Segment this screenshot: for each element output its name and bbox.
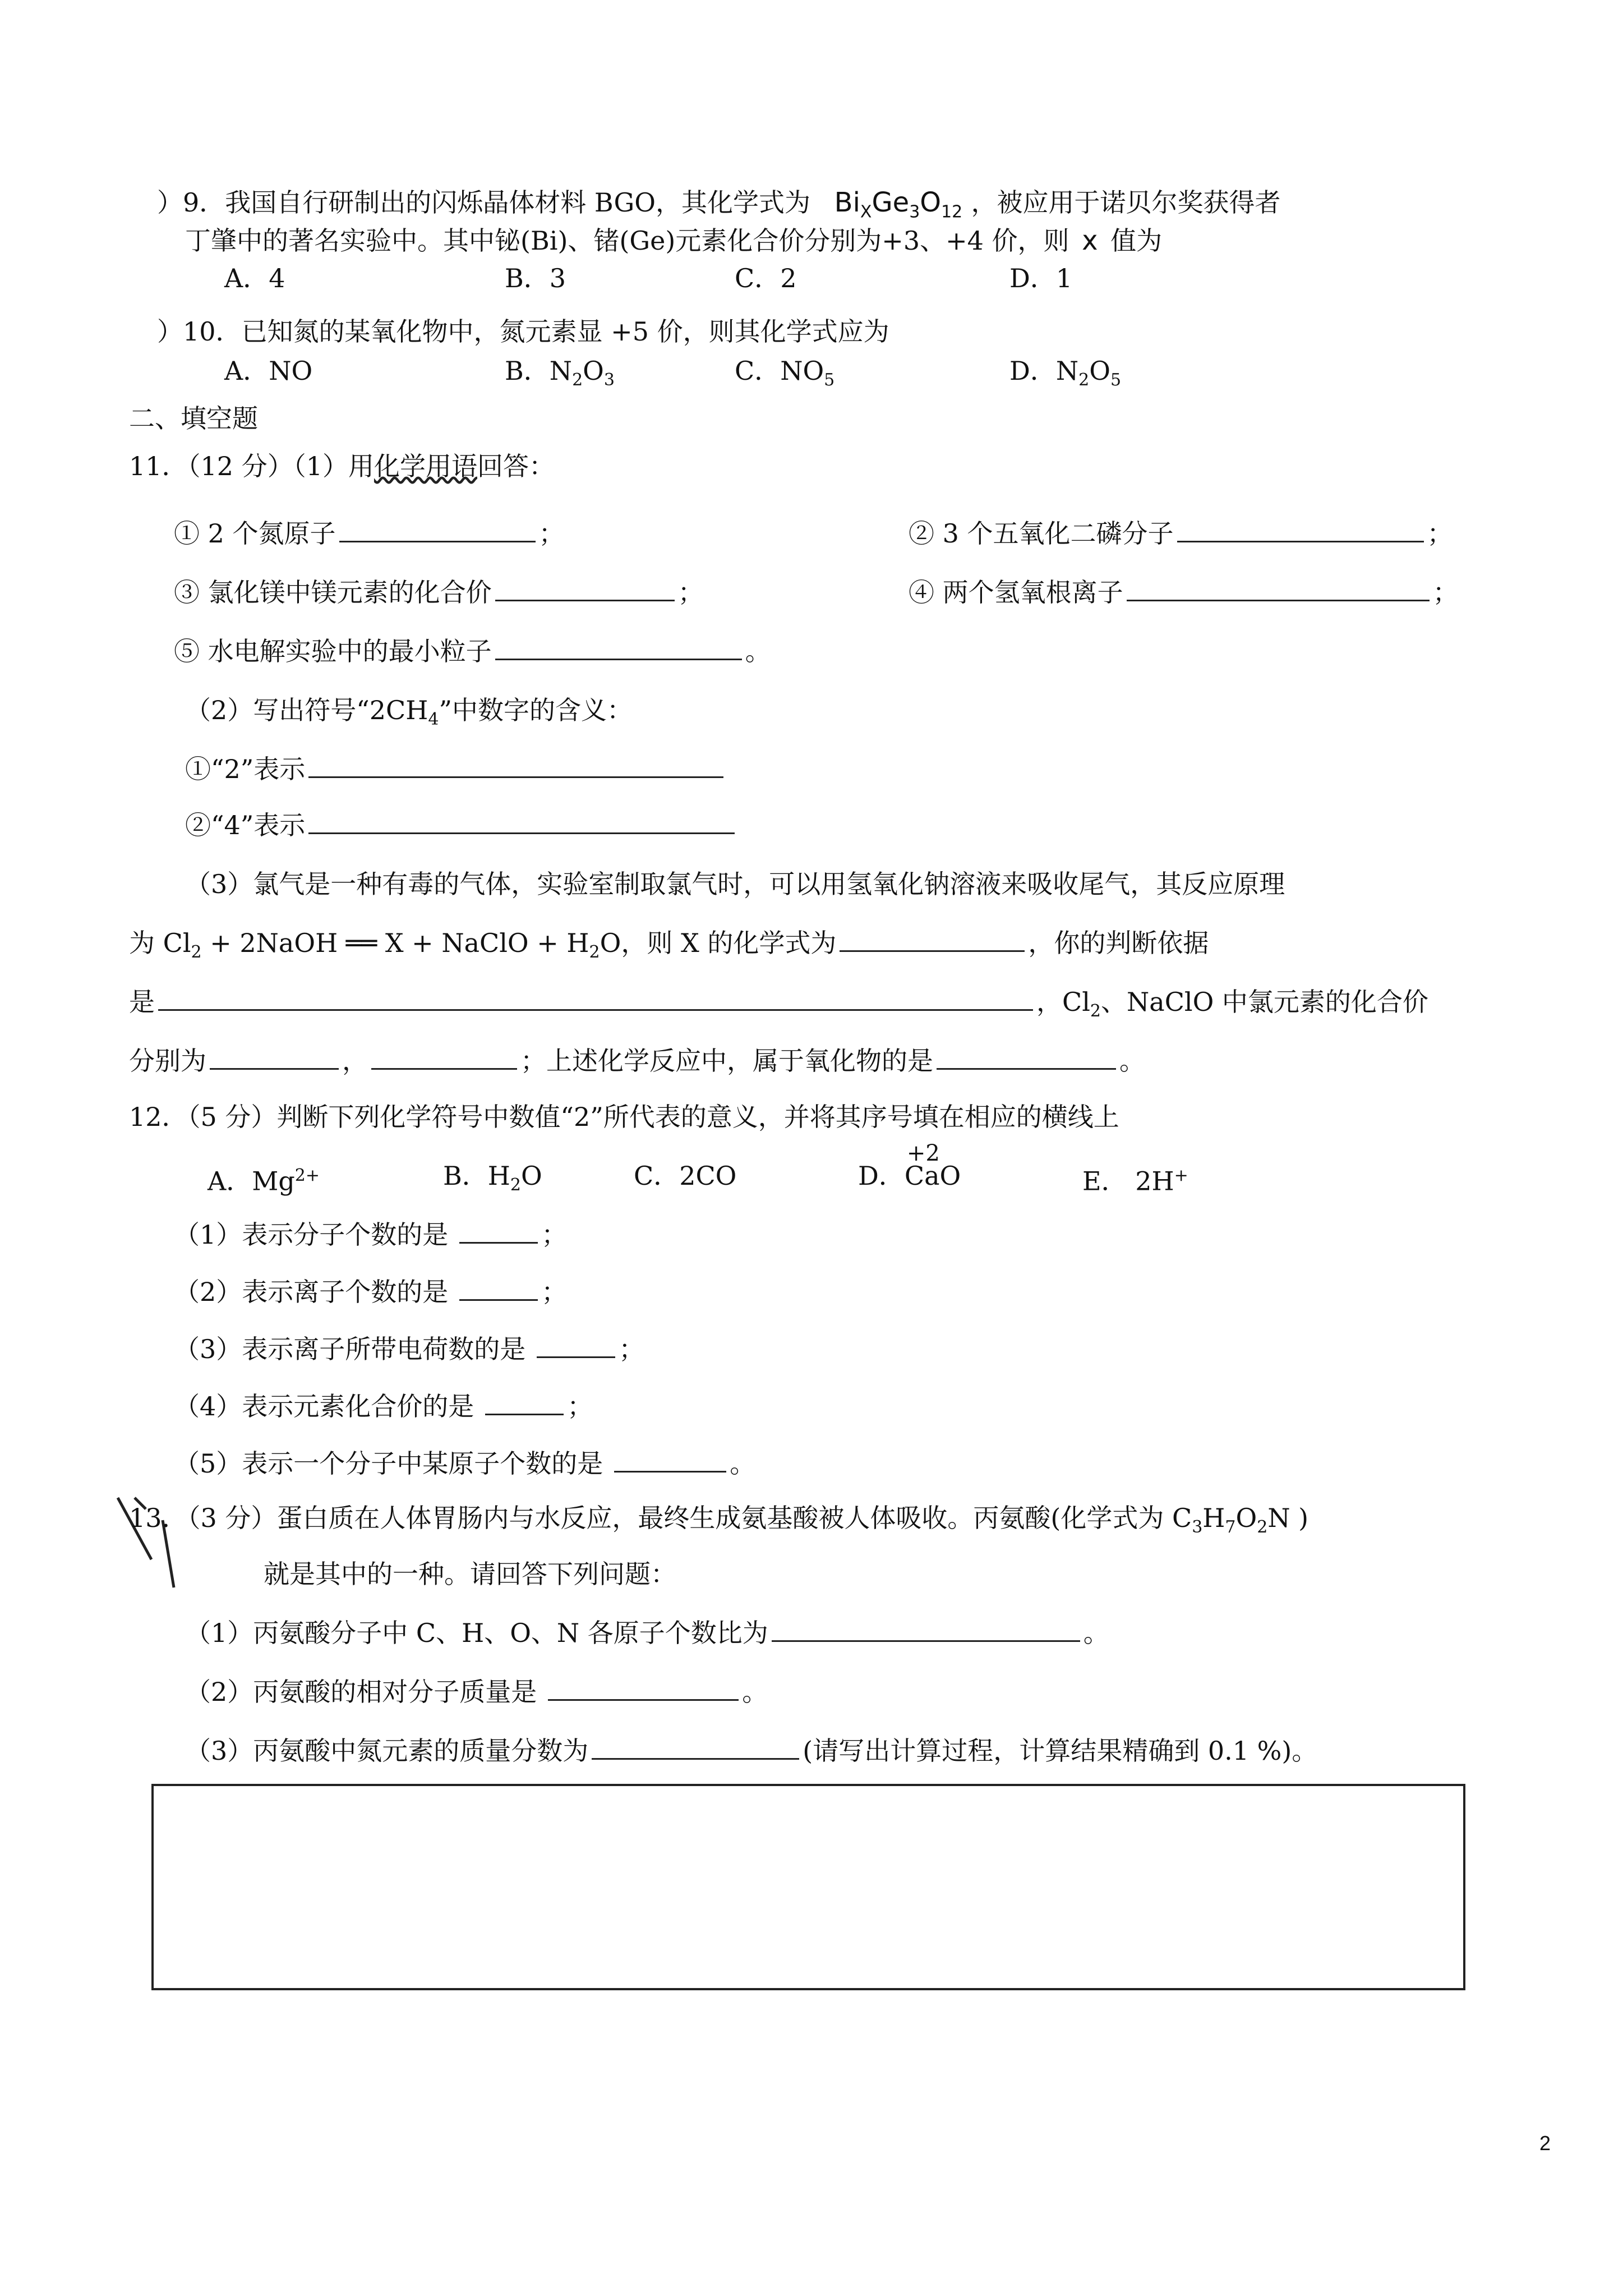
q11-item5-period: 。	[745, 636, 771, 666]
q11-part2-b-label: ②“4”表示	[185, 810, 306, 840]
q12-item1-blank[interactable]	[459, 1217, 538, 1244]
q12-option-a	[208, 1158, 320, 1198]
q11-part3-line2	[129, 926, 1209, 970]
q11-p3l2-s2: 2	[589, 942, 600, 963]
q12-e-sup: +	[1174, 1166, 1188, 1185]
q11-valence1-blank[interactable]	[210, 1043, 339, 1070]
q11-part3-line1: （3）氯气是一种有毒的气体，实验室制取氯气时，可以用氢氧化钠溶液来吸收尾气，其反应原理	[185, 869, 1285, 899]
q9-line2-end: 值为	[1110, 226, 1163, 256]
q10-b-pre: B．N	[505, 356, 573, 386]
q12-b-pre: B．H	[443, 1161, 510, 1191]
q13-item1-label: （1）丙氨酸分子中 C、H、O、N 各原子个数比为	[185, 1618, 768, 1648]
q11-p3l3-c: 、NaClO 中氯元素的化合价	[1101, 987, 1428, 1017]
q12-d-pre: D．	[858, 1161, 905, 1191]
q11-item2	[909, 516, 1453, 551]
q11-part2-a-blank[interactable]	[308, 752, 723, 778]
q10-option-a: A．NO	[224, 356, 313, 386]
q12-item5-blank[interactable]	[614, 1446, 726, 1473]
q11-item1-label: ① 2 个氮原子	[174, 518, 336, 549]
q13-item3	[185, 1733, 1317, 1768]
q11-title-underlined: 化学用语	[374, 451, 477, 481]
q10-d-mid: O	[1089, 356, 1110, 386]
q11-item2-label: ② 3 个五氧化二磷分子	[909, 518, 1174, 549]
q12-item1	[174, 1217, 567, 1252]
q13-h: H	[1202, 1503, 1225, 1533]
q13-item2	[185, 1674, 768, 1709]
q13-item2-blank[interactable]	[548, 1674, 739, 1701]
q12-item3-blank[interactable]	[537, 1332, 615, 1358]
q13-item2-label: （2）丙氨酸的相对分子质量是	[185, 1677, 537, 1707]
q12-item3-semi: ；	[619, 1334, 645, 1364]
q11-p3l4-c: ；上述化学反应中，属于氧化物的是	[520, 1046, 933, 1076]
q13-item3-post: (请写出计算过程，计算结果精确到 0.1 %)。	[803, 1736, 1318, 1766]
q11-item4	[909, 575, 1459, 610]
q11-item1	[174, 516, 565, 551]
q9-formula-ge: Ge	[872, 187, 910, 218]
q9-formula-bi: Bi	[834, 187, 860, 218]
q11-p3l2-d: ，你的判断依据	[1028, 928, 1209, 958]
q11-part2-sub: 4	[428, 710, 439, 730]
answer-box[interactable]	[151, 1784, 1465, 1990]
q11-p3l4-b: ，	[342, 1046, 368, 1076]
q11-p3l2-c: O，则 X 的化学式为	[600, 928, 837, 958]
q11-item4-blank[interactable]	[1127, 575, 1430, 601]
q12-item4-semi: ；	[567, 1391, 593, 1421]
q10-c-s1: 5	[824, 370, 835, 390]
q11-title-post: 回答：	[477, 451, 555, 481]
q12-item1-semi: ；	[541, 1220, 568, 1250]
q11-item4-label: ④ 两个氢氧根离子	[909, 577, 1123, 608]
q9-option-b: B．3	[505, 263, 566, 293]
q13-n: N )	[1267, 1503, 1309, 1533]
q12-d-formula	[904, 1140, 961, 1193]
q12-b-sub: 2	[510, 1175, 522, 1195]
q13-item3-label: （3）丙氨酸中氮元素的质量分数为	[185, 1736, 589, 1766]
q12-item2-label: （2）表示离子个数的是	[174, 1277, 449, 1307]
q11-p3l2-b: + 2NaOH ══ X + NaClO + H	[201, 928, 589, 958]
q11-item1-semi: ；	[538, 518, 565, 549]
q12-item4-label: （4）表示元素化合价的是	[174, 1391, 474, 1421]
q9-formula-x: X	[860, 202, 872, 222]
q11-part2-post: ”中数字的含义：	[439, 695, 633, 725]
q11-item3-semi: ；	[677, 577, 704, 608]
q9-option-a: A．4	[224, 263, 285, 293]
q10-d-pre: D．N	[1009, 356, 1079, 386]
q13-item1-period: 。	[1083, 1618, 1109, 1648]
section-heading: 二、填空题	[129, 403, 258, 434]
q11-basis-blank[interactable]	[158, 984, 1033, 1011]
q13-o: O	[1235, 1503, 1257, 1533]
q9-prefix: ）9．我国自行研制出的闪烁晶体材料 BGO，其化学式为	[157, 187, 811, 218]
q12-option-e	[1082, 1158, 1188, 1198]
q13-s3: 2	[1257, 1517, 1268, 1538]
q11-p3l2-s1: 2	[191, 942, 202, 963]
q13-item3-blank[interactable]	[592, 1733, 799, 1760]
q11-item5	[174, 634, 771, 669]
q13-item1-blank[interactable]	[772, 1616, 1080, 1642]
q10-line: ）10．已知氮的某氧化物中，氮元素显 +5 价，则其化学式应为	[157, 316, 889, 347]
q12-item2-semi: ；	[541, 1277, 568, 1307]
q11-part2	[185, 693, 633, 737]
q11-item2-blank[interactable]	[1177, 516, 1424, 542]
q11-item3	[174, 575, 704, 610]
q9-line2-text: 丁肇中的著名实验中。其中铋(Bi)、锗(Ge)元素化合价分别为+3、+4 价，则	[185, 226, 1069, 256]
q13-s1: 3	[1192, 1517, 1203, 1538]
q13-title-pre: 13．（3 分）蛋白质在人体胃肠内与水反应，最终生成氨基酸被人体吸收。丙氨酸(化学式为 C	[129, 1503, 1192, 1533]
q11-part2-a-label: ①“2”表示	[185, 754, 306, 784]
page-number: 2	[1539, 2132, 1551, 2155]
q12-item5	[174, 1446, 755, 1481]
q9-formula-3: 3	[909, 202, 920, 222]
q10-b-s2: 3	[603, 370, 615, 390]
q11-item5-label: ⑤ 水电解实验中的最小粒子	[174, 636, 492, 666]
q12-item4-blank[interactable]	[485, 1389, 564, 1415]
q13-s2: 7	[1225, 1517, 1236, 1538]
q13-line2: 就是其中的一种。请回答下列问题：	[264, 1559, 676, 1589]
q13-title	[129, 1501, 1308, 1545]
q11-item5-blank[interactable]	[495, 634, 742, 660]
q12-a-sup: 2+	[294, 1166, 320, 1185]
q12-item5-label: （5）表示一个分子中某原子个数的是	[174, 1448, 603, 1479]
q11-part2-pre: （2）写出符号“2CH	[185, 695, 428, 725]
q12-option-b	[443, 1158, 542, 1203]
q12-d-valence: +2	[906, 1140, 940, 1166]
q10-option-c	[735, 353, 834, 398]
q11-part2-b	[185, 808, 738, 843]
q11-part2-b-blank[interactable]	[308, 808, 735, 834]
q12-item2	[174, 1274, 567, 1309]
q9-line2-x: x	[1082, 225, 1098, 256]
q11-title	[129, 449, 555, 484]
q11-title-pre: 11．（12 分）（1）用	[129, 451, 374, 481]
q11-item4-semi: ；	[1432, 577, 1459, 608]
q11-p3l4-a: 分别为	[129, 1046, 206, 1076]
q12-a-pre: A．Mg	[208, 1166, 295, 1197]
q13-item1	[185, 1616, 1109, 1650]
q12-title: 12．（5 分）判断下列化学符号中数值“2”所代表的意义，并将其序号填在相应的横线上	[129, 1102, 1119, 1132]
q11-valence2-blank[interactable]	[371, 1043, 517, 1070]
q9-option-d: D．1	[1009, 263, 1073, 293]
q9-line2	[185, 223, 1162, 258]
q12-item4	[174, 1389, 593, 1424]
q10-b-mid: O	[583, 356, 604, 386]
q10-d-s2: 5	[1110, 370, 1122, 390]
q11-part3-line3	[129, 984, 1428, 1029]
q11-formula-x-blank[interactable]	[840, 926, 1025, 952]
q12-item3-label: （3）表示离子所带电荷数的是	[174, 1334, 526, 1364]
q11-p3l4-d: 。	[1119, 1046, 1145, 1076]
q11-p3l3-a: 是	[129, 987, 155, 1017]
q9-option-c: C．2	[735, 263, 797, 293]
q11-item2-semi: ；	[1427, 518, 1453, 549]
q9-formula-o: O	[920, 187, 942, 218]
q10-option-d	[1009, 353, 1121, 398]
q11-p3l3-s: 2	[1090, 1001, 1101, 1022]
q12-item2-blank[interactable]	[459, 1274, 538, 1301]
q12-item5-period: 。	[730, 1448, 756, 1479]
q9-suffix: ，被应用于诺贝尔奖获得者	[971, 187, 1281, 218]
q11-part2-a	[185, 752, 727, 786]
q10-c-pre: C．NO	[735, 356, 824, 386]
q11-p3l2-a: 为 Cl	[129, 928, 191, 958]
q9-formula-12: 12	[941, 202, 963, 222]
q12-option-d	[858, 1140, 961, 1193]
q12-option-c: C．2CO	[634, 1161, 737, 1191]
q12-item1-label: （1）表示分子个数的是	[174, 1220, 449, 1250]
q11-item3-label: ③ 氯化镁中镁元素的化合价	[174, 577, 492, 608]
q10-b-s1: 2	[572, 370, 583, 390]
q12-d-main: CaO	[904, 1161, 961, 1191]
q11-oxide-blank[interactable]	[937, 1043, 1116, 1070]
q11-item3-blank[interactable]	[495, 575, 675, 601]
q13-item2-period: 。	[742, 1677, 768, 1707]
q12-e-pre: E． 2H	[1082, 1166, 1174, 1197]
q12-item3	[174, 1332, 644, 1366]
q12-b-post: O	[521, 1161, 542, 1191]
q10-d-s1: 2	[1078, 370, 1090, 390]
q11-item1-blank[interactable]	[339, 516, 536, 542]
q10-option-b	[505, 353, 615, 398]
q11-part3-line4	[129, 1043, 1145, 1078]
q11-p3l3-b: ，Cl	[1036, 987, 1090, 1017]
q9-formula	[834, 187, 971, 222]
